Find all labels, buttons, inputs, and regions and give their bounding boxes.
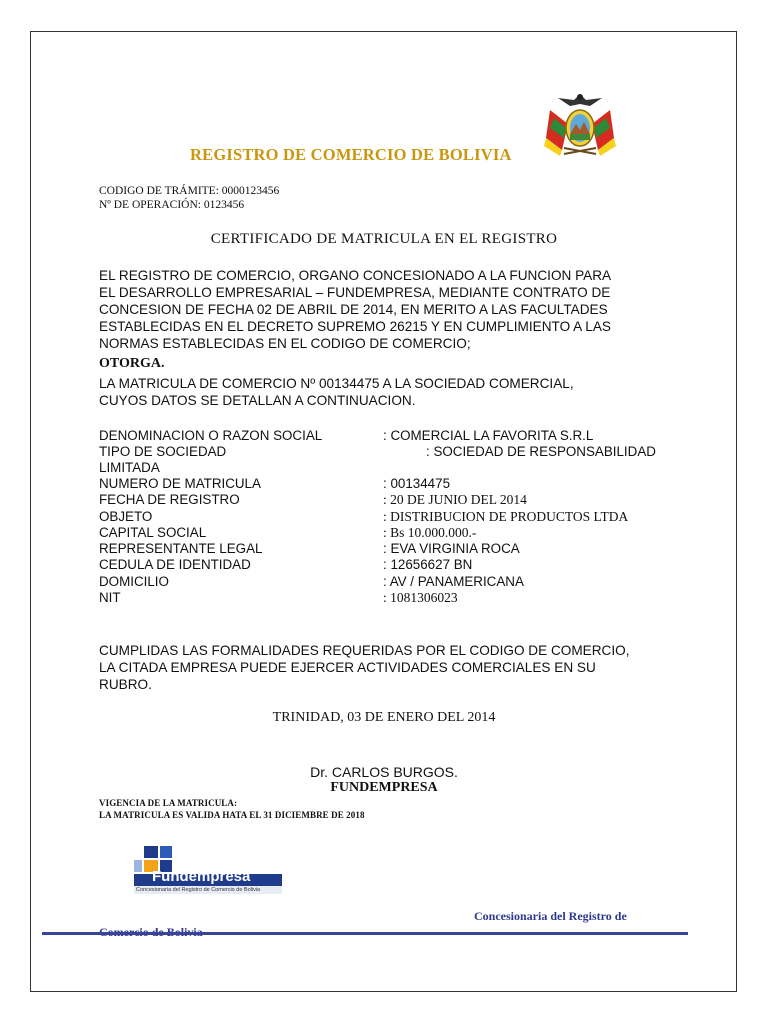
matricula-line: CUYOS DATOS SE DETALLAN A CONTINUACION.: [99, 393, 416, 408]
field-value-denominacion: : COMERCIAL LA FAVORITA S.R.L: [383, 428, 594, 443]
field-value-fecha: : 20 DE JUNIO DEL 2014: [383, 492, 527, 507]
intro-line: EL REGISTRO DE COMERCIO, ORGANO CONCESIONADO A LA FUNCION PARA: [99, 268, 612, 283]
field-label-fecha: FECHA DE REGISTRO: [99, 492, 240, 507]
fundempresa-logo: [130, 842, 282, 898]
intro-paragraph: [99, 267, 669, 352]
field-label-domicilio: DOMICILIO: [99, 574, 169, 589]
vigencia-validity: LA MATRICULA ES VALIDA HATA EL 31 DICIEMBRE DE 2018: [99, 810, 365, 820]
field-label-cedula: CEDULA DE IDENTIDAD: [99, 557, 251, 572]
intro-line: NORMAS ESTABLECIDAS EN EL CODIGO DE COMERCIO;: [99, 336, 471, 351]
field-label-nit: NIT: [99, 590, 121, 605]
closing-line: LA CITADA EMPRESA PUEDE EJERCER ACTIVIDADES COMERCIALES EN SU: [99, 660, 596, 675]
field-value-nit: : 1081306023: [383, 590, 458, 605]
signer-organization: FUNDEMPRESA: [330, 780, 438, 795]
intro-line: EL DESARROLLO EMPRESARIAL – FUNDEMPRESA, MEDIANTE CONTRATO DE: [99, 285, 611, 300]
closing-line: RUBRO.: [99, 677, 152, 692]
field-label-objeto: OBJETO: [99, 509, 153, 524]
field-label-representante: REPRESENTANTE LEGAL: [99, 541, 263, 556]
intro-line: CONCESION DE FECHA 02 DE ABRIL DE 2014, EN MERITO A LAS FACULTADES: [99, 302, 608, 317]
field-value-representante: : EVA VIRGINIA ROCA: [383, 541, 520, 556]
tramite-code: CODIGO DE TRÁMITE: 0000123456: [99, 185, 280, 197]
closing-line: CUMPLIDAS LAS FORMALIDADES REQUERIDAS POR EL CODIGO DE COMERCIO,: [99, 643, 630, 658]
field-value-numero: : 00134475: [383, 476, 451, 491]
field-label-denominacion: DENOMINACION O RAZON SOCIAL: [99, 428, 323, 443]
footer-concesionaria: Concesionaria del Registro de: [474, 909, 627, 923]
field-value-capital: : Bs 10.000.000.-: [383, 525, 477, 540]
operacion-number: Nº DE OPERACIÓN: 0123456: [99, 199, 245, 211]
field-label-capital: CAPITAL SOCIAL: [99, 525, 207, 540]
vigencia-title: VIGENCIA DE LA MATRICULA:: [99, 798, 238, 808]
certificate-title: CERTIFICADO DE MATRICULA EN EL REGISTRO: [210, 231, 558, 247]
matricula-paragraph: [99, 375, 669, 409]
otorga-label: OTORGA.: [99, 356, 165, 371]
field-value-objeto: : DISTRIBUCION DE PRODUCTOS LTDA: [383, 509, 629, 524]
footer-divider: [42, 932, 688, 935]
closing-paragraph: [99, 642, 669, 693]
field-label-tipo: TIPO DE SOCIEDAD: [99, 444, 227, 459]
intro-line: ESTABLECIDAS EN EL DECRETO SUPREMO 26215 Y EN CUMPLIMIENTO A LAS: [99, 319, 611, 334]
bolivia-coat-of-arms-icon: [540, 90, 620, 162]
field-value-cedula: : 12656627 BN: [383, 557, 473, 572]
field-label-numero: NUMERO DE MATRICULA: [99, 476, 261, 491]
place-date: TRINIDAD, 03 DE ENERO DEL 2014: [272, 710, 496, 725]
registry-title: REGISTRO DE COMERCIO DE BOLIVIA: [190, 145, 512, 164]
matricula-line: LA MATRICULA DE COMERCIO Nº 00134475 A LA SOCIEDAD COMERCIAL,: [99, 376, 574, 391]
field-value-tipo: : SOCIEDAD DE RESPONSABILIDAD: [426, 444, 656, 459]
fundempresa-tagline: Concesionaria del Registro de Comercio de Bolivia: [136, 887, 261, 893]
fundempresa-brand: Fundempresa: [152, 868, 251, 885]
field-value-tipo-continuation: LIMITADA: [99, 460, 160, 475]
signer-name: Dr. CARLOS BURGOS.: [310, 764, 458, 780]
field-value-domicilio: : AV / PANAMERICANA: [383, 574, 524, 589]
